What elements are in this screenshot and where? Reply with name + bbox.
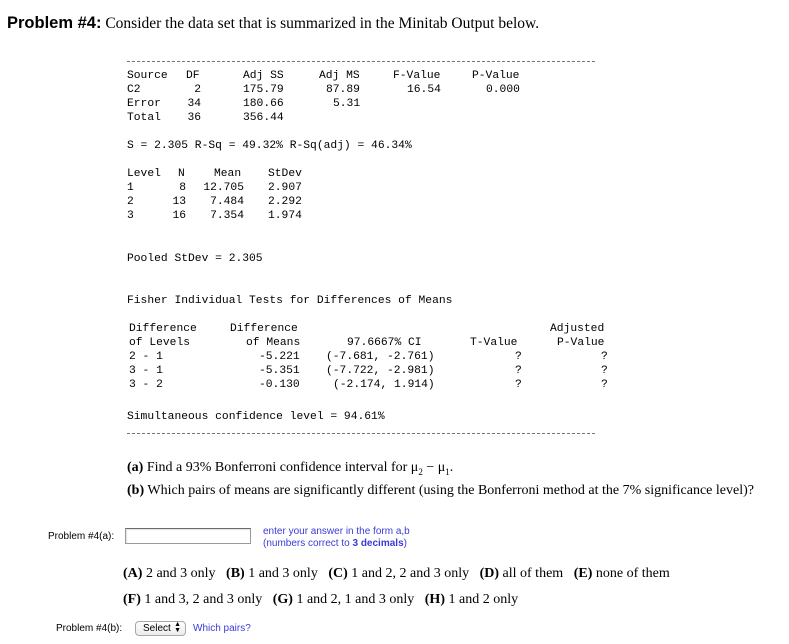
question-a-end: . [449, 460, 454, 475]
part-a-label: Problem #4(a): [48, 531, 115, 542]
question-a [127, 460, 453, 477]
choice-d-key: (D) [479, 566, 500, 581]
fisher-h2-pvalue: P-Value [557, 337, 605, 349]
part-a-hint-line2-pre: (numbers correct to [263, 538, 353, 549]
model-summary: S = 2.305 R-Sq = 49.32% R-Sq(adj) = 46.34% [127, 140, 412, 152]
levels-row-1-n: 8 [179, 182, 186, 194]
choice-d-text: all of them [499, 566, 564, 581]
part-b-select-value: Select [143, 623, 171, 634]
fisher-row-3-2-diff: -0.130 [259, 379, 300, 391]
fisher-row-3-1-t: ? [515, 365, 522, 377]
fisher-row-3-2-levels: 3 - 2 [129, 379, 163, 391]
levels-row-1-level: 1 [127, 182, 134, 194]
fisher-row-2-1-diff: -5.221 [259, 351, 300, 363]
fisher-row-3-1-levels: 3 - 1 [129, 365, 163, 377]
part-b-which-pairs: Which pairs? [193, 623, 251, 634]
anova-row-error-ms: 5.31 [333, 98, 361, 110]
fisher-row-3-2-t: ? [515, 379, 522, 391]
problem-heading [7, 14, 539, 33]
levels-row-2-level: 2 [127, 196, 134, 208]
choices-line-1 [123, 566, 670, 582]
choice-c-text: 1 and 2, 2 and 3 only [347, 566, 470, 581]
fisher-row-2-1-t: ? [515, 351, 522, 363]
question-a-minus: − μ [422, 460, 446, 475]
fisher-h2-of-means: of Means [246, 337, 301, 349]
fisher-row-3-1-diff: -5.351 [259, 365, 300, 377]
choice-a-key: (A) [123, 566, 143, 581]
part-a-hint [263, 526, 410, 550]
question-b-label: (b) [127, 483, 145, 498]
anova-row-total-source: Total [127, 112, 161, 124]
choice-b-key: (B) [226, 566, 245, 581]
question-a-sub2: 1 [445, 466, 450, 477]
choices-line-2 [123, 592, 518, 608]
levels-header-level: Level [127, 168, 161, 180]
anova-header-fvalue: F-Value [393, 70, 441, 82]
levels-row-3-stdev: 1.974 [268, 210, 302, 222]
choice-h-key: (H) [424, 592, 445, 607]
fisher-row-3-1-ci: (-7.722, -2.981) [326, 365, 435, 377]
levels-header-stdev: StDev [268, 168, 302, 180]
anova-header-adjms: Adj MS [319, 70, 360, 82]
fisher-title: Fisher Individual Tests for Differences of Means [127, 295, 453, 307]
fisher-h1-diff-means: Difference [230, 323, 298, 335]
question-a-text: Find a 93% Bonferroni confidence interval for μ [146, 460, 419, 475]
anova-header-pvalue: P-Value [472, 70, 520, 82]
anova-row-c2-p: 0.000 [486, 84, 520, 96]
levels-row-1-mean: 12.705 [203, 182, 244, 194]
levels-row-3-n: 16 [172, 210, 186, 222]
fisher-h2-of-levels: of Levels [129, 337, 191, 349]
fisher-h1-diff-levels: Difference [129, 323, 197, 335]
fisher-row-2-1-levels: 2 - 1 [129, 351, 163, 363]
anova-header-df: DF [186, 70, 200, 82]
levels-row-2-mean: 7.484 [210, 196, 244, 208]
select-updown-icon: ▲ ▼ [174, 621, 181, 634]
fisher-row-3-2-ci: (-2.174, 1.914) [333, 379, 435, 391]
part-a-hint-decimals: 3 decimals [352, 538, 404, 549]
anova-row-error-df: 34 [187, 98, 201, 110]
choice-g-text: 1 and 2, 1 and 3 only [292, 592, 415, 607]
choice-f-key: (F) [123, 592, 141, 607]
choice-e-text: none of them [592, 566, 670, 581]
part-b-select[interactable] [135, 621, 186, 636]
levels-row-2-stdev: 2.292 [268, 196, 302, 208]
choice-c-key: (C) [328, 566, 348, 581]
anova-row-c2-source: C2 [127, 84, 141, 96]
divider-top [127, 61, 595, 62]
fisher-row-3-2-p: ? [601, 379, 608, 391]
part-a-answer-input[interactable] [125, 528, 251, 544]
anova-row-total-ss: 356.44 [243, 112, 284, 124]
anova-row-c2-df: 2 [194, 84, 201, 96]
part-a-hint-line2-post: ) [403, 538, 407, 549]
part-a-hint-line1: enter your answer in the form a,b [263, 526, 410, 537]
anova-header-source: Source [127, 70, 168, 82]
fisher-h2-tvalue: T-Value [470, 337, 518, 349]
fisher-row-3-1-p: ? [601, 365, 608, 377]
part-b-label: Problem #4(b): [56, 623, 123, 634]
anova-row-total-df: 36 [187, 112, 201, 124]
anova-row-c2-ss: 175.79 [243, 84, 284, 96]
question-a-label: (a) [127, 460, 144, 475]
fisher-row-2-1-p: ? [601, 351, 608, 363]
choice-f-text: 1 and 3, 2 and 3 only [140, 592, 263, 607]
question-b [127, 483, 754, 499]
choice-b-text: 1 and 3 only [244, 566, 318, 581]
levels-header-n: N [178, 168, 185, 180]
levels-row-3-mean: 7.354 [210, 210, 244, 222]
question-a-sub1: 2 [418, 466, 423, 477]
anova-row-c2-f: 16.54 [407, 84, 441, 96]
question-b-text: Which pairs of means are significantly different (using the Bonferroni method at the 7% significance level)? [147, 483, 754, 498]
pooled-stdev: Pooled StDev = 2.305 [127, 253, 263, 265]
fisher-h2-ci: 97.6667% CI [347, 337, 422, 349]
levels-row-2-n: 13 [172, 196, 186, 208]
choice-e-key: (E) [573, 566, 593, 581]
problem-number: Problem #4: [7, 14, 102, 32]
choice-g-key: (G) [272, 592, 293, 607]
choice-h-text: 1 and 2 only [444, 592, 519, 607]
anova-row-c2-ms: 87.89 [326, 84, 360, 96]
levels-row-1-stdev: 2.907 [268, 182, 302, 194]
divider-bottom [127, 433, 595, 434]
anova-header-adjss: Adj SS [243, 70, 284, 82]
levels-row-3-level: 3 [127, 210, 134, 222]
fisher-h1-adjusted: Adjusted [550, 323, 605, 335]
choice-a-text: 2 and 3 only [142, 566, 216, 581]
levels-header-mean: Mean [214, 168, 242, 180]
simultaneous-confidence: Simultaneous confidence level = 94.61% [127, 411, 385, 423]
anova-row-error-ss: 180.66 [243, 98, 284, 110]
problem-intro: Consider the data set that is summarized in the Minitab Output below. [105, 15, 540, 32]
anova-row-error-source: Error [127, 98, 161, 110]
fisher-row-2-1-ci: (-7.681, -2.761) [326, 351, 435, 363]
